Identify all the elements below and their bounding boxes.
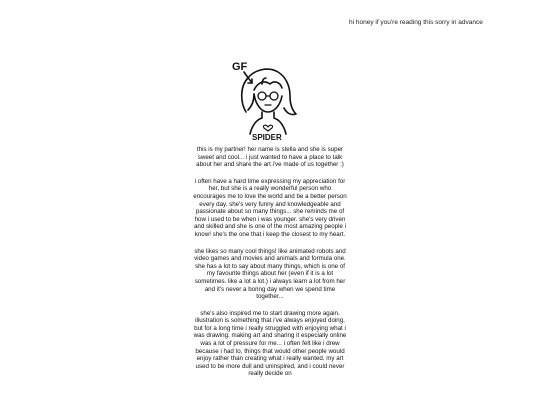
header-note: hi honey if you're reading this sorry in advance: [349, 19, 483, 26]
doodle-illustration: [222, 50, 308, 142]
partner-drawing: [222, 50, 308, 142]
gf-label: GF: [232, 61, 248, 73]
bio-text: [192, 146, 348, 387]
paragraph-appreciation: i often have a hard time expressing my appreciation for her, but she is a really wonderful person who encourages me to love the world and be a better person every day. she's very funny and knowledgeable and passionate about so many things... she reminds me of how i used to be when i was younger. she's very driven and skilled and she is one of the most amazing people i know! she's the one that i keep the closest to my heart.: [193, 177, 347, 238]
paragraph-drawing: she's also inspired me to start drawing more again. illustration is something that i've always enjoyed doing, but for a long time i really struggled with enjoying what i was drawing. making art and sharing it especially online was a lot of pressure for me... i often felt like i drew because i had to, things that would other people would enjoy rather than creating what i really wanted. my art used to be more dull and uninspired, and i could never really decide on: [193, 309, 347, 378]
paragraph-interests: she likes so many cool things! like animated robots and video games and movies and animals and formula one. she has a lot to say about many things, which is one of my favourite things about her (even if it is a lot sometimes. like a lot a lot.) i always learn a lot from her and it's never a boring day when we spend time together...: [194, 247, 346, 301]
heart-icon: [263, 125, 272, 131]
glasses-icon: [258, 92, 266, 100]
spider-label: SPIDER: [252, 133, 282, 142]
paragraph-intro: this is my partner! her name is stella and she is super sweet and cool... i just wanted to have a place to talk about her and share the art i've made of us together :): [196, 146, 344, 169]
